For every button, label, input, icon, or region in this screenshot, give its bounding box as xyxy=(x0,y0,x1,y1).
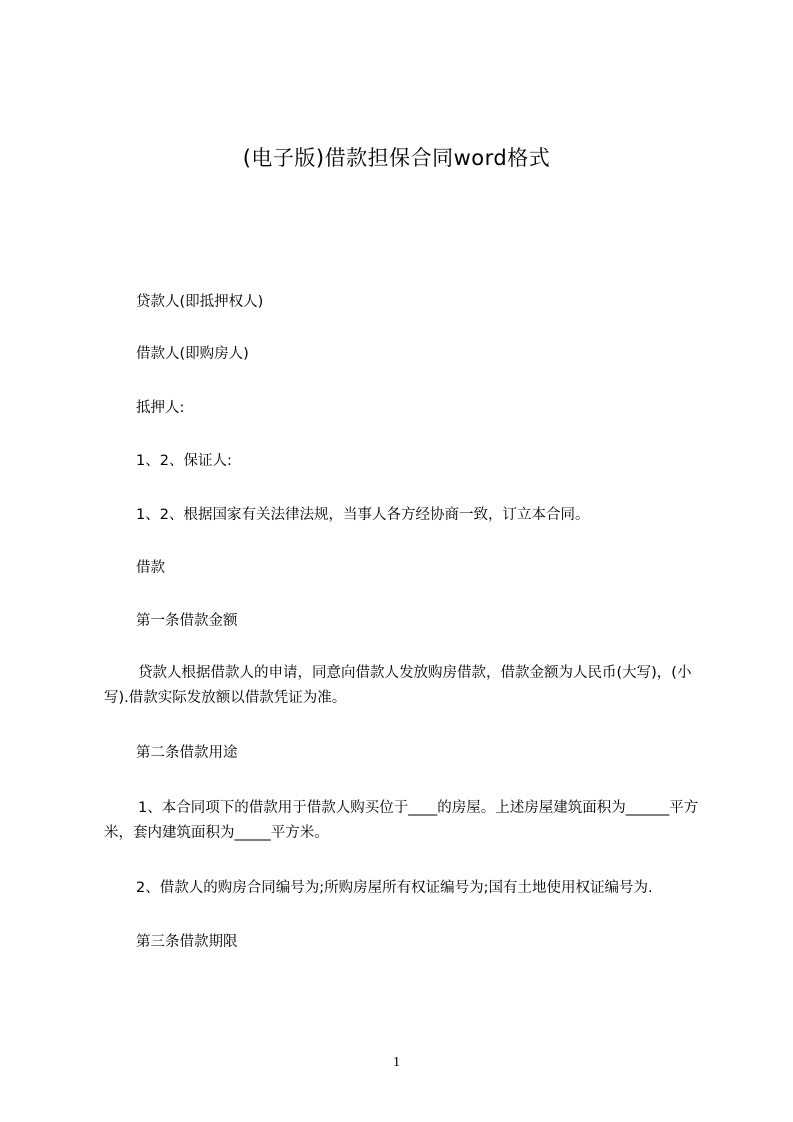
paragraph-borrower: 借款人(即购房人) xyxy=(136,346,249,362)
paragraph-lender: 贷款人(即抵押权人) xyxy=(136,294,264,310)
paragraph-mortgagor: 抵押人: xyxy=(136,400,185,416)
article-2-heading: 第二条借款用途 xyxy=(136,745,238,761)
paragraph-preamble: 1、2、根据国家有关法律法规，当事人各方经协商一致，订立本合同。 xyxy=(136,507,590,523)
article-1-body: 贷款人根据借款人的申请，同意向借款人发放购房借款，借款金额为人民币(大写)，(小写).借款实际发放额以借款凭证为准。 xyxy=(104,665,692,706)
article-2-item-2: 2、借款人的购房合同编号为;所购房屋所有权证编号为;国有土地使用权证编号为. xyxy=(136,880,653,896)
article-3-heading: 第三条借款期限 xyxy=(136,934,238,950)
document-title: (电子版)借款担保合同word格式 xyxy=(242,146,551,170)
paragraph-guarantor: 1、2、保证人: xyxy=(136,453,232,469)
page-number: 1 xyxy=(393,1055,400,1070)
article-1-heading: 第一条借款金额 xyxy=(136,613,238,629)
article-2-item-1: 1、本合同项下的借款用于借款人购买位于____的房屋。上述房屋建筑面积为______平方米，套内建筑面积为_____平方米。 xyxy=(104,800,699,841)
section-heading-loan: 借款 xyxy=(136,560,165,576)
